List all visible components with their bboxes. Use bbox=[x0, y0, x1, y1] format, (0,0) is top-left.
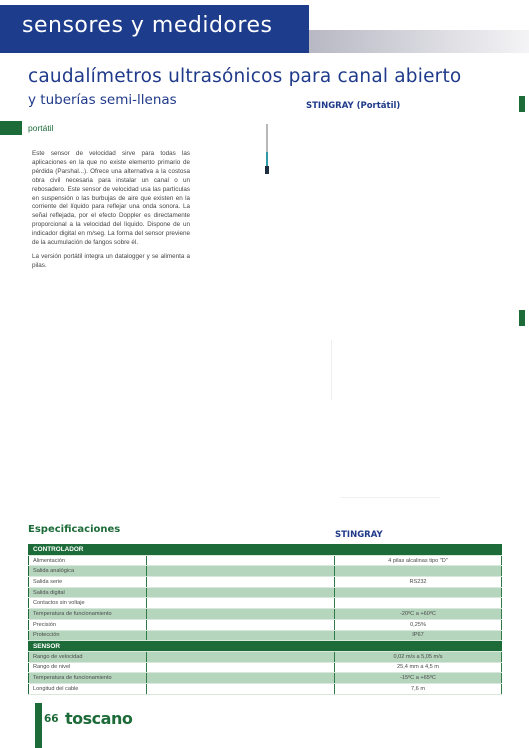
specs-table bbox=[28, 544, 502, 695]
right-edge-tab bbox=[519, 310, 525, 326]
table-row bbox=[29, 683, 502, 694]
spec-value: 25,4 mm a 4,5 m bbox=[335, 662, 502, 673]
spec-label: Salida digital bbox=[29, 587, 147, 598]
section-marker bbox=[0, 121, 22, 135]
header-band bbox=[0, 5, 309, 53]
specs-product-name: STINGRAY bbox=[335, 530, 383, 540]
spec-label: Salida analógica bbox=[29, 566, 147, 577]
spec-label: Temperatura de funcionamiento bbox=[29, 673, 147, 684]
table-group-header bbox=[29, 545, 502, 556]
spec-label: Temperatura de funcionamiento bbox=[29, 609, 147, 620]
page-title: caudalímetros ultrasónicos para canal abierto bbox=[28, 66, 462, 87]
specs-title: Especificaciones bbox=[28, 524, 121, 535]
probe-tip bbox=[265, 166, 269, 174]
spec-label: Rango de nivel bbox=[29, 662, 147, 673]
table-row bbox=[29, 566, 502, 577]
table-row bbox=[29, 609, 502, 620]
spec-label: Contactos sin voltaje bbox=[29, 598, 147, 609]
description-paragraph: La versión portátil integra un datalogger y se alimenta a pilas. bbox=[32, 252, 190, 269]
spec-label: Salida serie bbox=[29, 577, 147, 588]
product-label: STINGRAY (Portátil) bbox=[306, 101, 401, 111]
probe-rod bbox=[266, 124, 268, 154]
spec-value: 0,02 m/s a 5,05 m/s bbox=[335, 651, 502, 662]
table-row bbox=[29, 577, 502, 588]
spec-value bbox=[335, 566, 502, 577]
group-heading: CONTROLADOR bbox=[29, 545, 502, 556]
spec-value: RS232 bbox=[335, 577, 502, 588]
table-row bbox=[29, 555, 502, 566]
header-shadow bbox=[309, 30, 529, 53]
description-text bbox=[32, 150, 190, 276]
probe-cable bbox=[266, 152, 269, 166]
faint-guide-line bbox=[340, 497, 440, 498]
spec-label: Rango de velocidad bbox=[29, 651, 147, 662]
table-row bbox=[29, 630, 502, 641]
spec-label: Precisión bbox=[29, 619, 147, 630]
sensor-probe-image bbox=[265, 124, 269, 174]
spec-label: Protección bbox=[29, 630, 147, 641]
brand-logo: toscano bbox=[65, 709, 133, 728]
spec-value: -15ºC a +65ºC bbox=[335, 673, 502, 684]
footer-bar bbox=[35, 703, 42, 748]
spec-value: 7,6 m bbox=[335, 683, 502, 694]
page-subtitle: y tuberías semi-llenas bbox=[28, 92, 177, 108]
spec-value: 4 pilas alcalinas tipo "D" bbox=[335, 555, 502, 566]
section-label: portátil bbox=[28, 123, 54, 133]
page-number: 66 bbox=[44, 713, 59, 725]
faint-guide-line bbox=[331, 340, 332, 400]
spec-value: 0,25% bbox=[335, 619, 502, 630]
table-row bbox=[29, 662, 502, 673]
description-paragraph: Este sensor de velocidad sirve para todas las aplicaciones en la que no existe elemento primario de pérdida (Parshal...). Ofrece una alternativa a la costosa obra civil necesaria para instalar un canal o un rebosadero. Este sensor de velocidad usa las partículas en suspensión o las burbujas de aire que existen en la corriente del líquido para reflejar una onda sonora. La señal reflejada, por el efecto Doppler es directamente proporcional a la velocidad del líquido. Dispone de un indicador digital en m/seg. La forma del sensor previene de la acumulación de fangos sobre él. bbox=[32, 150, 190, 247]
spec-label: Longitud del cable bbox=[29, 683, 147, 694]
spec-value: IP67 bbox=[335, 630, 502, 641]
table-group-header bbox=[29, 641, 502, 652]
header-title: sensores y medidores bbox=[22, 13, 273, 38]
spec-value bbox=[335, 587, 502, 598]
spec-value: -20ºC a +60ºC bbox=[335, 609, 502, 620]
table-row bbox=[29, 651, 502, 662]
table-row bbox=[29, 587, 502, 598]
group-heading: SENSOR bbox=[29, 641, 502, 652]
spec-value bbox=[335, 598, 502, 609]
table-row bbox=[29, 673, 502, 684]
table-row bbox=[29, 619, 502, 630]
table-row bbox=[29, 598, 502, 609]
spec-label: Alimentación bbox=[29, 555, 147, 566]
right-edge-tab bbox=[519, 96, 525, 112]
